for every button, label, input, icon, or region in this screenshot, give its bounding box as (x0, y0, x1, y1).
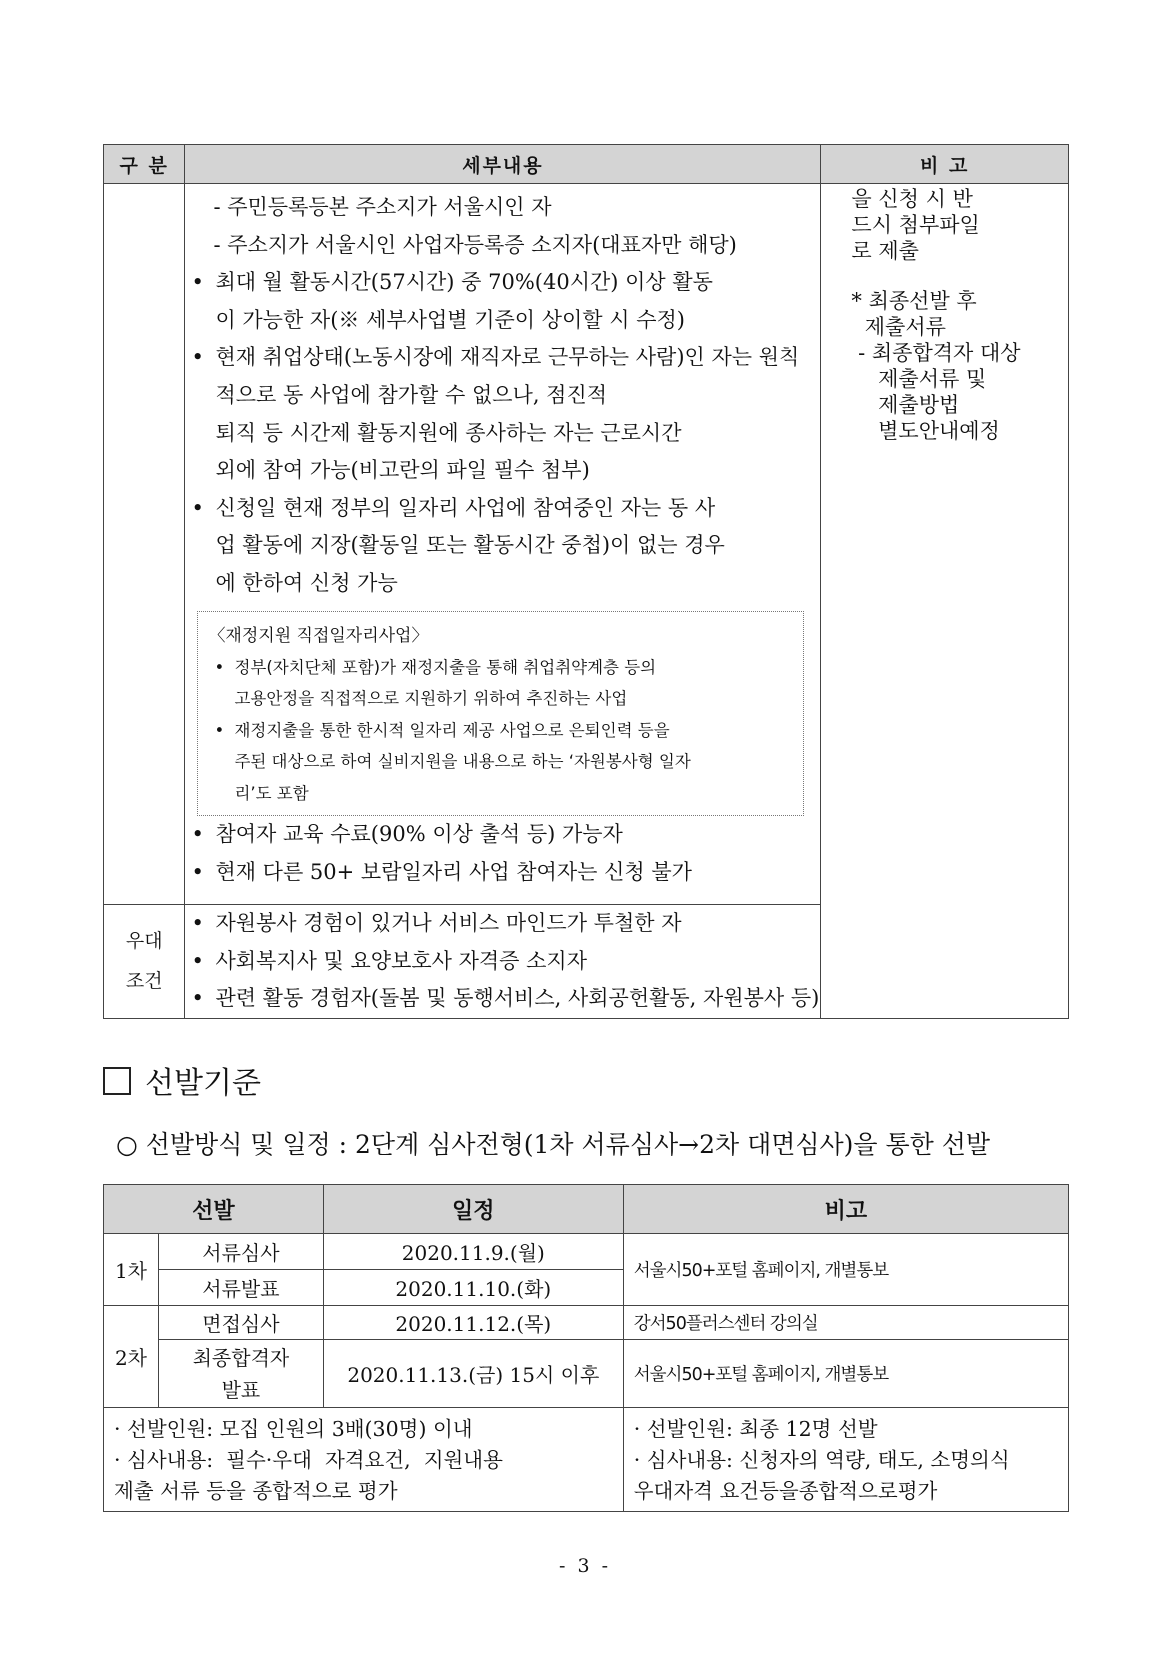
preferred-lines (185, 905, 820, 1018)
eligibility-table (103, 144, 1069, 1019)
header-schedule: 일정 (323, 1185, 623, 1234)
text-line (185, 189, 820, 227)
line-text: 정부(자치단체 포함)가 재정지출을 통해 취업취약계층 등의 (234, 657, 657, 677)
footer-line: 우대자격 요건등을종합적으로평가 (633, 1479, 938, 1503)
preferred-label (104, 905, 185, 1019)
footer-line: · 선발인원: 최종 12명 선발 (633, 1417, 878, 1441)
category-cell-empty (104, 184, 185, 905)
page-number: - 3 - (558, 1555, 611, 1577)
remarks-text (821, 184, 1068, 444)
section-title-text: 선발기준 (145, 1066, 261, 1101)
bullet-item (185, 816, 820, 854)
remark-line: 제출서류 (851, 315, 946, 339)
bullet-item (185, 264, 820, 302)
section-subtitle: ○ 선발방식 및 일정 : 2단계 심사전형(1차 서류심사→2차 대면심사)을 통한 선발 (116, 1130, 991, 1159)
preferred-label-line: 우대 (125, 930, 163, 953)
bullet-icon: • (214, 720, 225, 740)
line-text: 외에 참여 가능(비고란의 파일 필수 첨부) (215, 458, 590, 483)
line-text: 적으로 동 사업에 참가할 수 없으나, 점진적 (215, 382, 608, 407)
line-text: 자원봉사 경험이 있거나 서비스 마인드가 투철한 자 (215, 911, 682, 935)
stage-item-line: 발표 (221, 1377, 261, 1402)
stage-item-line: 최종합격자 (192, 1345, 290, 1370)
bullet-item (208, 715, 793, 747)
bullet-icon: • (191, 495, 204, 520)
line-text: 주된 대상으로 하여 실비지원을 내용으로 하는 ‘자원봉사형 일자 (234, 752, 691, 772)
line-text: 이 가능한 자(※ 세부사업별 기준이 상이할 시 수정) (215, 307, 685, 332)
checkbox-square-icon (103, 1067, 131, 1095)
remark-line: * 최종선발 후 (851, 289, 977, 313)
line-text: 퇴직 등 시간제 활동지원에 종사하는 자는 근로시간 (215, 420, 682, 445)
stage-item: 서류발표 (158, 1270, 323, 1306)
bullet-icon: • (191, 986, 204, 1011)
stage-date: 2020.11.9.(월) (323, 1234, 623, 1270)
preferred-conditions-cell (185, 905, 821, 1019)
bullet-item (185, 854, 820, 892)
line-text: 최대 월 활동시간(57시간) 중 70%(40시간) 이상 활동 (215, 270, 713, 295)
remark-line: 드시 첨부파일 (851, 213, 980, 237)
stage-date: 2020.11.13.(금) 15시 이후 (323, 1340, 623, 1408)
bullet-icon: • (191, 270, 204, 295)
bullet-icon: • (191, 948, 204, 973)
line-text: 현재 다른 50+ 보람일자리 사업 참여자는 신청 불가 (215, 859, 692, 884)
details-lines-after (185, 816, 820, 891)
preferred-label-line: 조건 (125, 970, 163, 993)
stage-note: 서울시50+포털 홈페이지, 개별통보 (623, 1340, 1068, 1408)
bullet-icon: • (191, 859, 204, 884)
bullet-icon: • (191, 911, 204, 935)
line-text: 관련 활동 경험자(돌봄 및 동행서비스, 사회공헌활동, 자원봉사 등) (215, 986, 820, 1011)
bullet-icon: • (191, 822, 204, 847)
stage-item (158, 1340, 323, 1408)
direct-job-program-box (197, 611, 804, 817)
bullet-item (185, 980, 820, 1018)
header-remarks: 비 고 (821, 145, 1069, 184)
bullet-icon: • (191, 345, 204, 370)
remarks-cell (821, 184, 1069, 1019)
bullet-item (185, 490, 820, 528)
bullet-item (208, 652, 793, 684)
line-text: 업 활동에 지장(활동일 또는 활동시간 중첩)이 없는 경우 (215, 533, 725, 558)
remark-line: 로 제출 (851, 239, 919, 263)
remark-line: - 최종합격자 대상 (851, 341, 1021, 365)
header-category: 구 분 (104, 145, 185, 184)
remark-line: 제출방법 (851, 393, 960, 417)
header-details: 세부내용 (185, 145, 821, 184)
header-note: 비고 (623, 1185, 1068, 1234)
details-cell (185, 184, 821, 905)
text-line (208, 746, 793, 778)
stage-note: 서울시50+포털 홈페이지, 개별통보 (623, 1234, 1068, 1306)
line-text: 재정지출을 통한 한시적 일자리 제공 사업으로 은퇴인력 등을 (234, 720, 670, 740)
box-title: 〈재정지원 직접일자리사업〉 (208, 625, 429, 646)
footer-line: · 심사내용: 필수·우대 자격요건, 지원내용 (114, 1448, 503, 1472)
stage-2: 2차 (104, 1306, 159, 1408)
stage-item: 면접심사 (158, 1306, 323, 1340)
line-text: 고용안정을 직접적으로 지원하기 위하여 추진하는 사업 (234, 689, 628, 709)
line-text: 에 한하여 신청 가능 (215, 570, 398, 595)
schedule-table (103, 1184, 1069, 1512)
line-text: 사회복지사 및 요양보호사 자격증 소지자 (215, 948, 587, 973)
line-text: 참여자 교육 수료(90% 이상 출석 등) 가능자 (215, 822, 623, 847)
footer-left (104, 1408, 624, 1512)
box-lines (208, 652, 793, 810)
footer-line: · 심사내용: 신청자의 역량, 태도, 소명의식 (633, 1448, 1010, 1472)
text-line (208, 683, 793, 715)
text-line (185, 527, 820, 565)
line-text: 신청일 현재 정부의 일자리 사업에 참여중인 자는 동 사 (215, 495, 716, 520)
remark-line (851, 264, 1068, 288)
text-line (185, 452, 820, 490)
stage-item: 서류심사 (158, 1234, 323, 1270)
footer-line: · 선발인원: 모집 인원의 3배(30명) 이내 (114, 1417, 473, 1441)
line-text: 리’도 포함 (234, 783, 309, 803)
footer-right (623, 1408, 1068, 1512)
footer-line: 제출 서류 등을 종합적으로 평가 (114, 1479, 398, 1503)
text-line (185, 377, 820, 415)
stage-date: 2020.11.10.(화) (323, 1270, 623, 1306)
text-line (185, 415, 820, 453)
text-line (185, 565, 820, 603)
line-text: 현재 취업상태(노동시장에 재직자로 근무하는 사람)인 자는 원칙 (215, 345, 800, 370)
stage-note: 강서50플러스센터 강의실 (623, 1306, 1068, 1340)
header-selection: 선발 (104, 1185, 324, 1234)
bullet-item (185, 943, 820, 981)
bullet-item (185, 905, 820, 943)
text-line (185, 302, 820, 340)
details-lines (185, 184, 820, 603)
bullet-item (185, 339, 820, 377)
section-title (103, 1058, 261, 1102)
line-text: - 주민등록등본 주소지가 서울시인 자 (213, 195, 552, 219)
text-line (185, 227, 820, 265)
bullet-icon: • (214, 657, 225, 677)
text-line (208, 778, 793, 810)
stage-1: 1차 (104, 1234, 159, 1306)
line-text: - 주소지가 서울시인 사업자등록증 소지자(대표자만 해당) (213, 232, 737, 257)
remark-line: 을 신청 시 반 (851, 187, 973, 211)
remark-line: 별도안내예정 (851, 419, 1000, 443)
remark-line: 제출서류 및 (851, 367, 987, 391)
stage-date: 2020.11.12.(목) (323, 1306, 623, 1340)
